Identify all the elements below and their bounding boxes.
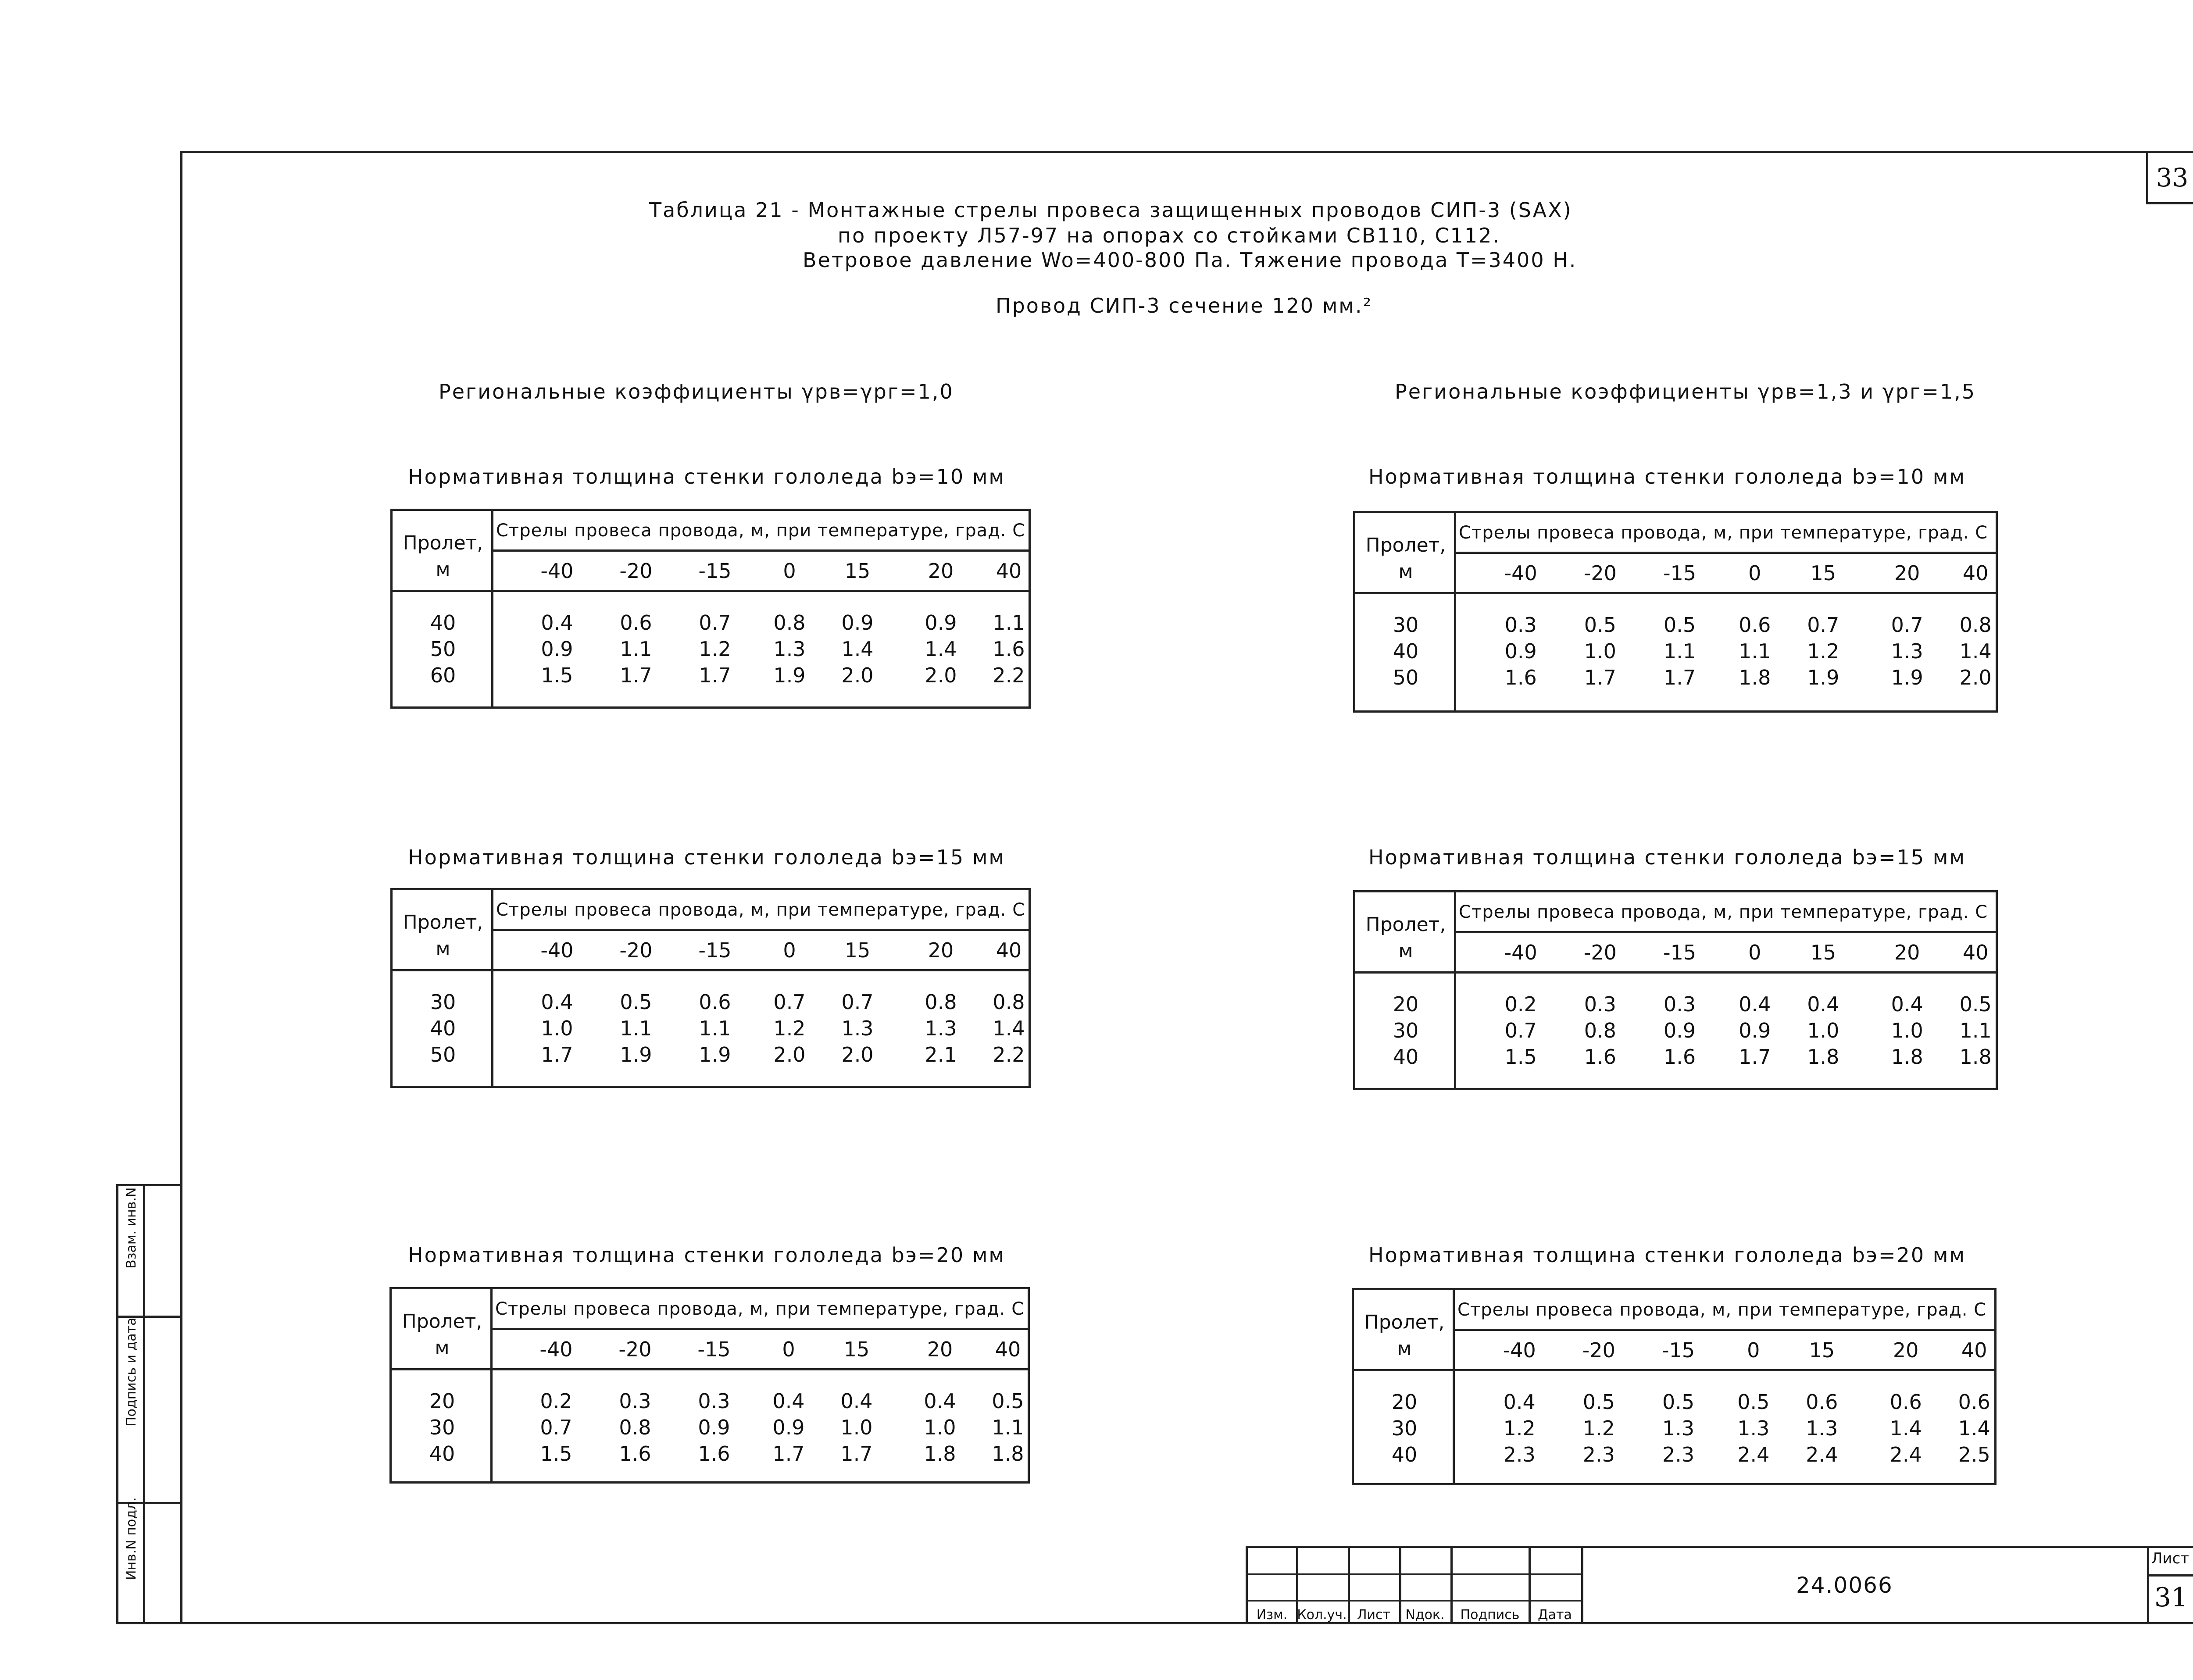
- temperature-header: 0: [1747, 1338, 1760, 1362]
- temperature-header: -40: [1504, 561, 1537, 585]
- sag-value: 1.4: [1889, 1416, 1922, 1440]
- span-value: 40: [1393, 1045, 1419, 1069]
- sag-value: 1.7: [541, 1043, 573, 1066]
- sag-value: 1.3: [1891, 639, 1923, 663]
- temperature-group-header: Стрелы провеса провода, м, при температуре, град. С: [496, 521, 1025, 541]
- sag-value: 0.8: [993, 990, 1025, 1014]
- sag-value: 1.2: [773, 1017, 806, 1040]
- sag-value: 0.5: [1737, 1390, 1770, 1414]
- sag-value: 0.9: [925, 611, 957, 635]
- sag-value: 0.7: [773, 990, 806, 1014]
- temperature-header: -40: [1503, 1338, 1536, 1362]
- table-divider-body: [393, 590, 1029, 592]
- sag-value: 0.4: [541, 990, 573, 1014]
- sag-table: [390, 509, 1031, 709]
- span-value: 60: [430, 663, 456, 687]
- temperature-header: -20: [1583, 561, 1617, 585]
- span-unit-header: м: [1398, 940, 1413, 962]
- temperature-header: -15: [1663, 941, 1697, 964]
- span-value: 40: [1393, 639, 1419, 663]
- span-header: Пролет,: [1365, 534, 1446, 556]
- sag-value: 1.6: [698, 1442, 730, 1466]
- sag-value: 1.3: [1806, 1416, 1838, 1440]
- sag-value: 1.1: [699, 1017, 731, 1040]
- sag-value: 0.4: [1891, 992, 1923, 1016]
- regional-coefficients-left: Региональные коэффициенты γрв=γрг=1,0: [439, 380, 954, 403]
- temperature-header: -20: [1583, 941, 1617, 964]
- table-divider-body: [392, 1368, 1028, 1370]
- sheet-label: Лист: [2151, 1550, 2189, 1567]
- tb-label-ndok: Nдок.: [1405, 1607, 1445, 1623]
- stamp-field-replacement: Взам. инв.N: [124, 1187, 139, 1269]
- table-divider-vertical: [1454, 892, 1456, 1088]
- sag-value: 0.9: [1739, 1019, 1771, 1042]
- sag-value: 0.6: [1806, 1390, 1838, 1414]
- table-divider-vertical: [491, 890, 493, 1086]
- sag-value: 0.8: [773, 611, 806, 635]
- sag-value: 0.6: [1958, 1390, 1990, 1414]
- sag-value: 0.9: [541, 637, 573, 661]
- ice-thickness-caption: Нормативная толщина стенки гололеда bэ=20 мм: [1368, 1243, 1966, 1267]
- temperature-header: 40: [1962, 561, 1989, 585]
- sag-value: 1.3: [841, 1017, 874, 1040]
- table-divider-body: [1355, 592, 1996, 594]
- page-number: 33: [2146, 153, 2193, 204]
- table-divider-body: [1354, 1369, 1994, 1371]
- temperature-header: -40: [539, 1338, 573, 1361]
- sag-value: 2.3: [1662, 1443, 1695, 1466]
- sag-value: 1.8: [1891, 1045, 1923, 1069]
- sag-value: 0.7: [841, 990, 874, 1014]
- temperature-header: 20: [1893, 1338, 1919, 1362]
- tb-label-list: Лист: [1357, 1607, 1391, 1623]
- sag-value: 1.4: [841, 637, 874, 661]
- document-code: 24.0066: [1796, 1573, 1893, 1598]
- table-divider-header: [490, 1328, 1028, 1330]
- sag-value: 2.3: [1503, 1443, 1536, 1466]
- temperature-header: 15: [1809, 1338, 1835, 1362]
- span-header: Пролет,: [402, 1310, 482, 1333]
- temperature-header: 15: [843, 1338, 870, 1361]
- sag-value: 1.8: [1807, 1045, 1839, 1069]
- sag-value: 0.8: [619, 1416, 651, 1439]
- sag-value: 0.4: [1807, 992, 1839, 1016]
- sag-value: 1.2: [699, 637, 731, 661]
- sag-value: 2.2: [993, 663, 1025, 687]
- sag-value: 0.3: [1664, 992, 1696, 1016]
- temperature-group-header: Стрелы провеса провода, м, при температуре, град. С: [496, 900, 1025, 920]
- temperature-header: 20: [927, 1338, 953, 1361]
- span-value: 30: [1393, 1019, 1419, 1042]
- sag-value: 1.3: [925, 1017, 957, 1040]
- sag-value: 2.2: [993, 1043, 1025, 1066]
- sag-value: 2.5: [1958, 1443, 1990, 1466]
- sag-value: 0.2: [1504, 992, 1537, 1016]
- sag-value: 1.9: [1891, 666, 1923, 689]
- sag-value: 1.0: [924, 1416, 956, 1439]
- tb-label-koluch: Кол.уч.: [1297, 1607, 1347, 1623]
- sag-value: 1.8: [992, 1442, 1024, 1466]
- temperature-header: 15: [1810, 941, 1836, 964]
- sag-value: 0.4: [1739, 992, 1771, 1016]
- temperature-header: 15: [1810, 561, 1836, 585]
- sag-value: 1.7: [1739, 1045, 1771, 1069]
- sag-value: 1.9: [699, 1043, 731, 1066]
- tb-label-signature: Подпись: [1460, 1607, 1520, 1623]
- sag-value: 0.7: [1891, 613, 1923, 637]
- sag-value: 0.4: [840, 1389, 873, 1413]
- span-value: 20: [1391, 1390, 1418, 1414]
- title-block: [1246, 1546, 2193, 1624]
- table-divider-header: [1453, 1329, 1994, 1331]
- sag-value: 2.4: [1737, 1443, 1770, 1466]
- sag-value: 1.6: [1664, 1045, 1696, 1069]
- sag-value: 0.8: [1959, 613, 1992, 637]
- sag-value: 0.9: [698, 1416, 730, 1439]
- sag-value: 0.5: [620, 990, 652, 1014]
- sag-value: 1.3: [1737, 1416, 1770, 1440]
- temperature-header: -15: [1663, 561, 1697, 585]
- side-stamp: [116, 1184, 180, 1624]
- sag-value: 2.0: [1959, 666, 1992, 689]
- sag-table: [1353, 890, 1998, 1090]
- sag-value: 0.8: [925, 990, 957, 1014]
- sag-value: 1.7: [1584, 666, 1616, 689]
- span-value: 50: [430, 637, 456, 661]
- temperature-header: -15: [698, 559, 732, 583]
- table-divider-body: [1355, 971, 1996, 974]
- span-unit-header: м: [435, 1337, 450, 1359]
- sag-table: [390, 888, 1031, 1088]
- sag-value: 1.7: [1664, 666, 1696, 689]
- sag-value: 1.0: [1807, 1019, 1839, 1042]
- sag-value: 1.0: [541, 1017, 573, 1040]
- sag-value: 1.7: [699, 663, 731, 687]
- span-value: 50: [1393, 666, 1419, 689]
- sag-value: 0.5: [1584, 613, 1616, 637]
- temperature-header: 0: [782, 1338, 795, 1361]
- sag-value: 1.9: [1807, 666, 1839, 689]
- sag-value: 1.1: [1959, 1019, 1992, 1042]
- title-line-2: по проекту Л57-97 на опорах со стойками СВ110, С112.: [838, 224, 1500, 247]
- temperature-group-header: Стрелы провеса провода, м, при температуре, град. С: [495, 1299, 1025, 1319]
- temperature-header: -15: [697, 1338, 731, 1361]
- temperature-header: 15: [844, 559, 871, 583]
- sag-value: 0.7: [1504, 1019, 1537, 1042]
- span-value: 40: [1391, 1443, 1418, 1466]
- table-divider-vertical: [1453, 1290, 1455, 1483]
- span-value: 40: [430, 1017, 456, 1040]
- temperature-group-header: Стрелы провеса провода, м, при температуре, град. С: [1457, 1300, 1987, 1320]
- sag-value: 0.9: [1664, 1019, 1696, 1042]
- sag-value: 1.8: [924, 1442, 956, 1466]
- temperature-header: 0: [1748, 561, 1761, 585]
- sag-value: 1.7: [840, 1442, 873, 1466]
- sag-value: 1.0: [840, 1416, 873, 1439]
- sag-value: 1.4: [1958, 1416, 1990, 1440]
- sag-value: 1.5: [540, 1442, 572, 1466]
- stamp-field-original-inventory: Инв.N подл.: [124, 1497, 139, 1580]
- sag-value: 0.3: [1584, 992, 1616, 1016]
- sag-value: 0.3: [698, 1389, 730, 1413]
- ice-thickness-caption: Нормативная толщина стенки гололеда bэ=15 мм: [408, 845, 1006, 869]
- sag-value: 1.8: [1739, 666, 1771, 689]
- tb-label-izm: Изм.: [1256, 1607, 1288, 1623]
- sag-value: 1.2: [1807, 639, 1839, 663]
- sag-value: 0.5: [1662, 1390, 1695, 1414]
- sag-value: 0.6: [1889, 1390, 1922, 1414]
- sag-value: 1.9: [773, 663, 806, 687]
- sag-value: 0.7: [1807, 613, 1839, 637]
- table-divider-header: [491, 549, 1029, 552]
- sag-value: 0.5: [1959, 992, 1992, 1016]
- sag-value: 1.1: [992, 1416, 1024, 1439]
- span-value: 40: [429, 1442, 455, 1466]
- sag-value: 0.5: [1664, 613, 1696, 637]
- sag-value: 1.5: [1504, 1045, 1537, 1069]
- table-divider-body: [393, 969, 1029, 971]
- sag-table: [1353, 511, 1998, 713]
- stamp-field-signature-date: Подпись и дата: [124, 1317, 139, 1427]
- span-value: 30: [429, 1416, 455, 1439]
- temperature-header: -20: [619, 559, 653, 583]
- span-header: Пролет,: [1364, 1311, 1445, 1334]
- span-value: 30: [430, 990, 456, 1014]
- sag-value: 1.4: [993, 1017, 1025, 1040]
- span-value: 30: [1393, 613, 1419, 637]
- sag-value: 0.9: [841, 611, 874, 635]
- sag-value: 1.1: [620, 637, 652, 661]
- temperature-header: -15: [698, 938, 732, 962]
- sag-value: 2.0: [773, 1043, 806, 1066]
- sag-value: 0.3: [1504, 613, 1537, 637]
- span-header: Пролет,: [403, 532, 483, 554]
- sag-value: 1.9: [620, 1043, 652, 1066]
- sag-value: 1.1: [1739, 639, 1771, 663]
- sag-value: 2.0: [841, 1043, 874, 1066]
- sag-value: 1.7: [772, 1442, 805, 1466]
- sag-value: 1.1: [993, 611, 1025, 635]
- sag-value: 0.5: [992, 1389, 1024, 1413]
- sheet-number: 31: [2154, 1582, 2188, 1613]
- sag-value: 0.3: [619, 1389, 651, 1413]
- sag-value: 0.7: [540, 1416, 572, 1439]
- sag-value: 0.9: [772, 1416, 805, 1439]
- span-unit-header: м: [436, 938, 450, 960]
- sag-value: 1.1: [620, 1017, 652, 1040]
- span-unit-header: м: [1397, 1338, 1412, 1360]
- table-divider-vertical: [1454, 513, 1456, 710]
- sag-value: 1.8: [1959, 1045, 1992, 1069]
- sag-value: 1.6: [619, 1442, 651, 1466]
- sag-value: 0.8: [1584, 1019, 1616, 1042]
- sag-value: 1.1: [1664, 639, 1696, 663]
- sag-value: 2.0: [841, 663, 874, 687]
- temperature-header: -40: [540, 938, 574, 962]
- temperature-header: -20: [619, 938, 653, 962]
- span-value: 20: [1393, 992, 1419, 1016]
- temperature-header: 40: [1962, 941, 1989, 964]
- sag-value: 0.4: [1503, 1390, 1536, 1414]
- sag-value: 0.5: [1582, 1390, 1615, 1414]
- sag-value: 0.6: [1739, 613, 1771, 637]
- sag-value: 1.6: [1584, 1045, 1616, 1069]
- temperature-header: 40: [1961, 1338, 1987, 1362]
- sag-value: 1.6: [1504, 666, 1537, 689]
- title-line-1: Таблица 21 - Монтажные стрелы провеса защищенных проводов СИП-3 (SAX): [649, 198, 1572, 222]
- span-header: Пролет,: [403, 911, 483, 934]
- temperature-header: 20: [1894, 561, 1920, 585]
- sag-value: 0.2: [540, 1389, 572, 1413]
- sag-value: 1.6: [993, 637, 1025, 661]
- sag-value: 1.0: [1891, 1019, 1923, 1042]
- sag-value: 0.6: [620, 611, 652, 635]
- table-divider-vertical: [490, 1289, 493, 1481]
- sag-value: 2.4: [1889, 1443, 1922, 1466]
- span-value: 30: [1391, 1416, 1418, 1440]
- span-unit-header: м: [1398, 560, 1413, 583]
- temperature-header: 15: [844, 938, 871, 962]
- sag-value: 1.3: [773, 637, 806, 661]
- sag-value: 0.4: [772, 1389, 805, 1413]
- table-divider-header: [1454, 552, 1996, 554]
- sag-value: 2.3: [1582, 1443, 1615, 1466]
- temperature-header: -20: [618, 1338, 652, 1361]
- temperature-group-header: Стрелы провеса провода, м, при температуре, град. С: [1459, 523, 1988, 543]
- span-value: 20: [429, 1389, 455, 1413]
- span-value: 50: [430, 1043, 456, 1066]
- temperature-header: 0: [783, 559, 796, 583]
- sag-table: [389, 1287, 1030, 1484]
- temperature-header: 20: [1894, 941, 1920, 964]
- ice-thickness-caption: Нормативная толщина стенки гололеда bэ=10 мм: [1368, 465, 1966, 489]
- sag-value: 0.4: [541, 611, 573, 635]
- temperature-group-header: Стрелы провеса провода, м, при температуре, град. С: [1459, 902, 1988, 922]
- temperature-header: 20: [928, 938, 954, 962]
- temperature-header: 0: [783, 938, 796, 962]
- ice-thickness-caption: Нормативная толщина стенки гололеда bэ=10 мм: [408, 465, 1006, 489]
- sag-value: 0.6: [699, 990, 731, 1014]
- sag-value: 0.7: [699, 611, 731, 635]
- span-value: 40: [430, 611, 456, 635]
- sag-value: 2.4: [1806, 1443, 1838, 1466]
- sag-value: 1.5: [541, 663, 573, 687]
- temperature-header: 40: [995, 1338, 1021, 1361]
- temperature-header: -15: [1662, 1338, 1695, 1362]
- sag-value: 1.4: [925, 637, 957, 661]
- span-header: Пролет,: [1365, 913, 1446, 936]
- temperature-header: -20: [1582, 1338, 1615, 1362]
- sag-value: 1.7: [620, 663, 652, 687]
- sag-value: 0.9: [1504, 639, 1537, 663]
- span-unit-header: м: [436, 558, 450, 581]
- sag-value: 1.3: [1662, 1416, 1695, 1440]
- sag-value: 1.2: [1503, 1416, 1536, 1440]
- sag-value: 1.2: [1582, 1416, 1615, 1440]
- sag-value: 1.0: [1584, 639, 1616, 663]
- title-line-3: Ветровое давление Wo=400-800 Па. Тяжение провода Т=3400 Н.: [803, 248, 1577, 272]
- temperature-header: 20: [928, 559, 954, 583]
- sag-value: 2.1: [925, 1043, 957, 1066]
- table-divider-header: [1454, 931, 1996, 933]
- table-divider-vertical: [491, 511, 493, 706]
- temperature-header: 40: [996, 938, 1022, 962]
- temperature-header: -40: [540, 559, 574, 583]
- sag-value: 2.0: [925, 663, 957, 687]
- table-divider-header: [491, 929, 1029, 931]
- temperature-header: 0: [1748, 941, 1761, 964]
- sag-value: 1.4: [1959, 639, 1992, 663]
- wire-section: Провод СИП-3 сечение 120 мм.²: [996, 294, 1373, 317]
- tb-label-date: Дата: [1538, 1607, 1572, 1623]
- sag-value: 0.4: [924, 1389, 956, 1413]
- ice-thickness-caption: Нормативная толщина стенки гололеда bэ=20 мм: [408, 1243, 1006, 1267]
- regional-coefficients-right: Региональные коэффициенты γрв=1,3 и γрг=1,5: [1395, 380, 1976, 403]
- temperature-header: 40: [996, 559, 1022, 583]
- sag-table: [1352, 1288, 1997, 1485]
- ice-thickness-caption: Нормативная толщина стенки гололеда bэ=15 мм: [1368, 845, 1966, 869]
- temperature-header: -40: [1504, 941, 1537, 964]
